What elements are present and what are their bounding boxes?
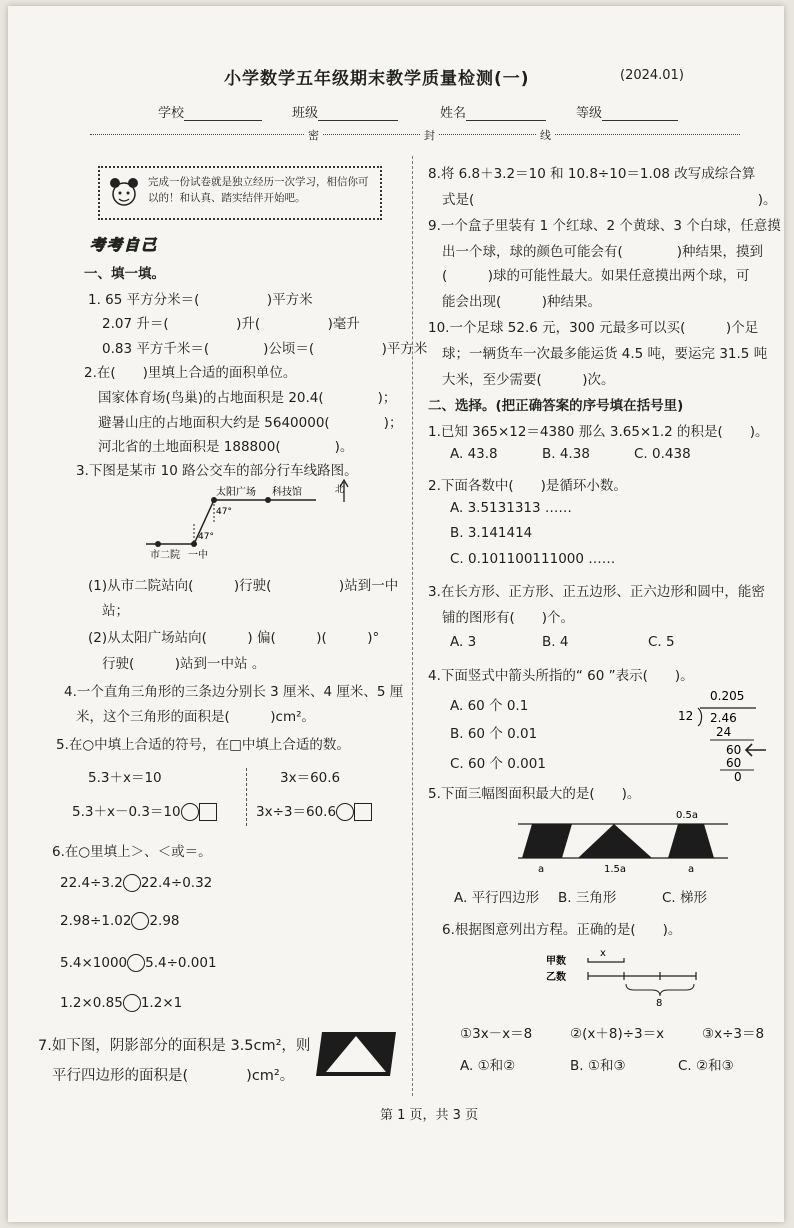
- section-banner: 考考自己: [90, 236, 159, 254]
- q6-row-c: 5.4×1000 5.4÷0.001: [60, 955, 217, 971]
- q5-equation-d: 3x÷3＝60.6: [256, 800, 372, 821]
- choice4-option-a[interactable]: A. 60 个 0.1: [450, 698, 529, 714]
- station-dot: [265, 497, 271, 503]
- q2-line-c: 河北省的土地面积是 188800( )。: [98, 439, 354, 455]
- choice1-option-c[interactable]: C. 0.438: [634, 446, 691, 462]
- q9-line-c: ( )球的可能性最大。如果任意摸出两个球，可: [442, 268, 750, 284]
- seal-char-xian: 线: [536, 127, 555, 143]
- choice6-option-b[interactable]: B. ①和③: [570, 1058, 626, 1074]
- seal-char-feng: 封: [420, 127, 439, 143]
- bar-model-figure: [544, 946, 704, 1008]
- section-fill-title: 一、填一填。: [84, 266, 165, 282]
- q1-line-b: 2.07 升＝( )升( )毫升: [102, 316, 360, 332]
- trapezoid-shape: [668, 824, 714, 858]
- choice6-option-a[interactable]: A. ①和②: [460, 1058, 516, 1074]
- choice3-option-c[interactable]: C. 5: [648, 634, 675, 650]
- q3-prompt: 3.下图是某市 10 路公交车的部分行车线路图。: [76, 463, 358, 479]
- q8-line-b: 式是( )。: [442, 192, 777, 208]
- q2-line-a: 国家体育场(鸟巢)的占地面积是 20.4( )；: [98, 390, 397, 406]
- angle-label-top: 47°: [216, 507, 232, 517]
- bar-eight-label: 8: [656, 998, 663, 1008]
- encouragement-note: [98, 166, 382, 220]
- answer-square[interactable]: [354, 803, 372, 821]
- answer-circle[interactable]: [181, 803, 199, 821]
- choice2-option-c[interactable]: C. 0.101100111000 ……: [450, 551, 616, 567]
- exam-paper: [8, 6, 784, 1222]
- q4-line-a: 4.一个直角三角形的三条边分别长 3 厘米、4 厘米、5 厘: [64, 684, 404, 700]
- q5-prompt: 5.在○中填上合适的符号，在□中填上合适的数。: [56, 737, 350, 753]
- choice1-prompt: 1.已知 365×12＝4380 那么 3.65×1.2 的积是( )。: [428, 424, 769, 440]
- q1-line-c: 0.83 平方千米＝( )公顷＝( )平方米: [102, 341, 428, 357]
- q5-equation-a: 5.3＋x＝10: [88, 770, 162, 786]
- q10-line-b: 球；一辆货车一次最多能运货 4.5 吨，要运完 31.5 吨: [442, 346, 768, 362]
- choice2-option-b[interactable]: B. 3.141414: [450, 525, 533, 541]
- division-remainder: 0: [734, 770, 742, 782]
- q6-prompt: 6.在○里填上＞、＜或＝。: [52, 844, 212, 860]
- q9-line-b: 出一个球，球的颜色可能会有( )种结果，摸到: [442, 244, 764, 260]
- choice4-option-c[interactable]: C. 60 个 0.001: [450, 756, 546, 772]
- equation-option-3: ③x÷3＝8: [702, 1026, 765, 1042]
- triangle-base-label: 1.5a: [604, 864, 627, 875]
- q4-line-b: 米，这个三角形的面积是( )cm²。: [76, 709, 316, 725]
- compare-circle[interactable]: [123, 994, 141, 1012]
- trapezoid-top-label: 0.5a: [676, 810, 699, 821]
- choice3-option-a[interactable]: A. 3: [450, 634, 477, 650]
- choice3-option-b[interactable]: B. 4: [542, 634, 569, 650]
- division-quotient: 0.205: [710, 689, 745, 703]
- choice4-prompt: 4.下面竖式中箭头所指的“ 60 ”表示( )。: [428, 668, 694, 684]
- compare-circle[interactable]: [131, 912, 149, 930]
- q2-line-b: 避暑山庄的占地面积大约是 5640000( )；: [98, 415, 403, 431]
- three-shapes-figure: [516, 808, 738, 876]
- division-dividend: 2.46: [710, 711, 737, 725]
- north-label: 北: [335, 485, 345, 495]
- q5-equation-b: 5.3＋x－0.3＝10: [72, 800, 217, 821]
- answer-square[interactable]: [199, 803, 217, 821]
- q7-line-b: 平行四边形的面积是( )cm²。: [52, 1068, 295, 1084]
- division-step2: 60: [726, 743, 742, 757]
- long-division-figure: [670, 686, 770, 782]
- q3-part2-line-a: (2)从太阳广场站向( ) 偏( )( )°: [88, 630, 380, 646]
- parallelogram-base-label: a: [538, 864, 545, 875]
- q8-line-a: 8.将 6.8＋3.2＝10 和 10.8÷10＝1.08 改写成综合算: [428, 166, 756, 182]
- choice1-option-a[interactable]: A. 43.8: [450, 446, 498, 462]
- exam-title: 小学数学五年级期末教学质量检测(一): [224, 69, 530, 89]
- station-dot: [191, 541, 197, 547]
- station-dot: [155, 541, 161, 547]
- bar-label-yi: 乙数: [546, 972, 566, 983]
- q6-row-a: 22.4÷3.2 22.4÷0.32: [60, 875, 213, 891]
- choice1-option-b[interactable]: B. 4.38: [542, 446, 590, 462]
- equation-option-1: ①3x－x＝8: [460, 1026, 533, 1042]
- choice4-option-b[interactable]: B. 60 个 0.01: [450, 726, 538, 742]
- class-field[interactable]: 班级: [292, 102, 398, 121]
- equation-option-2: ②(x＋8)÷3＝x: [570, 1026, 665, 1042]
- division-step1: 24: [716, 725, 732, 739]
- choice5-option-a[interactable]: A. 平行四边形: [454, 890, 540, 906]
- division-step3: 60: [726, 756, 742, 770]
- q3-part2-line-b: 行驶( )站到一中站 。: [102, 656, 266, 672]
- girl-cartoon-icon: [106, 174, 142, 210]
- q9-line-a: 9.一个盒子里装有 1 个红球、2 个黄球、3 个白球，任意摸: [428, 218, 781, 234]
- column-divider: [412, 156, 413, 1096]
- choice3-line-b: 铺的图形有( )个。: [442, 610, 575, 626]
- page-footer: 第 1 页，共 3 页: [380, 1108, 479, 1123]
- bar-label-jia: 甲数: [546, 956, 566, 967]
- choice6-option-c[interactable]: C. ②和③: [678, 1058, 734, 1074]
- school-field[interactable]: 学校: [158, 102, 262, 121]
- angle-label-bottom: 47°: [198, 532, 214, 542]
- station-school: 一中: [188, 550, 208, 561]
- choice2-prompt: 2.下面各数中( )是循环小数。: [428, 478, 627, 494]
- q6-row-d: 1.2×0.85 1.2×1: [60, 995, 183, 1011]
- q9-line-d: 能会出现( )种结果。: [442, 294, 602, 310]
- q2-prompt: 2.在( )里填上合适的面积单位。: [84, 365, 297, 381]
- division-divisor: 12: [678, 709, 694, 723]
- seal-line: [90, 129, 740, 142]
- choice5-prompt: 5.下面三幅图面积最大的是( )。: [428, 786, 641, 802]
- seal-char-mi: 密: [304, 127, 323, 143]
- q5-separator: [246, 768, 247, 826]
- station-tech-museum: 科技馆: [272, 487, 302, 498]
- choice5-option-b[interactable]: B. 三角形: [558, 890, 617, 906]
- q5-equation-c: 3x＝60.6: [280, 770, 341, 786]
- choice3-line-a: 3.在长方形、正方形、正五边形、正六边形和圆中，能密: [428, 584, 765, 600]
- station-hospital: 市二院: [150, 550, 180, 561]
- q6-row-b: 2.98÷1.02 2.98: [60, 913, 180, 929]
- compare-circle[interactable]: [123, 874, 141, 892]
- q10-line-c: 大米，至少需要( )次。: [442, 372, 615, 388]
- pointer-arrow-icon: [746, 744, 766, 756]
- parallelogram-figure: [314, 1030, 398, 1078]
- choice5-option-c[interactable]: C. 梯形: [662, 890, 708, 906]
- triangle-shape: [578, 824, 652, 858]
- grade-field[interactable]: 等级: [576, 102, 678, 121]
- q1-line-a: 1. 65 平方分米＝( )平方米: [88, 292, 313, 308]
- q7-line-a: 7.如下图，阴影部分的面积是 3.5cm²，则: [38, 1038, 311, 1054]
- choice6-prompt: 6.根据图意列出方程。正确的是( )。: [442, 922, 682, 938]
- answer-circle[interactable]: [336, 803, 354, 821]
- choice2-option-a[interactable]: A. 3.5131313 ……: [450, 500, 572, 516]
- q3-part1-line-b: 站；: [102, 603, 129, 619]
- note-text: 完成一份试卷就是独立经历一次学习，相信你可以的！和认真、踏实结伴开始吧。: [148, 176, 369, 204]
- station-sun-square: 太阳广场: [216, 487, 256, 498]
- name-field[interactable]: 姓名: [440, 102, 546, 121]
- bar-x-label: x: [600, 948, 606, 959]
- exam-date: (2024.01): [620, 68, 684, 83]
- q10-line-a: 10.一个足球 52.6 元，300 元最多可以买( )个足: [428, 320, 759, 336]
- bus-route-map: [138, 476, 368, 566]
- q3-part1-line-a: (1)从市二院站向( )行驶( )站到一中: [88, 578, 399, 594]
- section-choice-title: 二、选择。(把正确答案的序号填在括号里): [428, 398, 684, 414]
- trapezoid-base-label: a: [688, 864, 695, 875]
- parallelogram-shape: [522, 824, 572, 858]
- compare-circle[interactable]: [127, 954, 145, 972]
